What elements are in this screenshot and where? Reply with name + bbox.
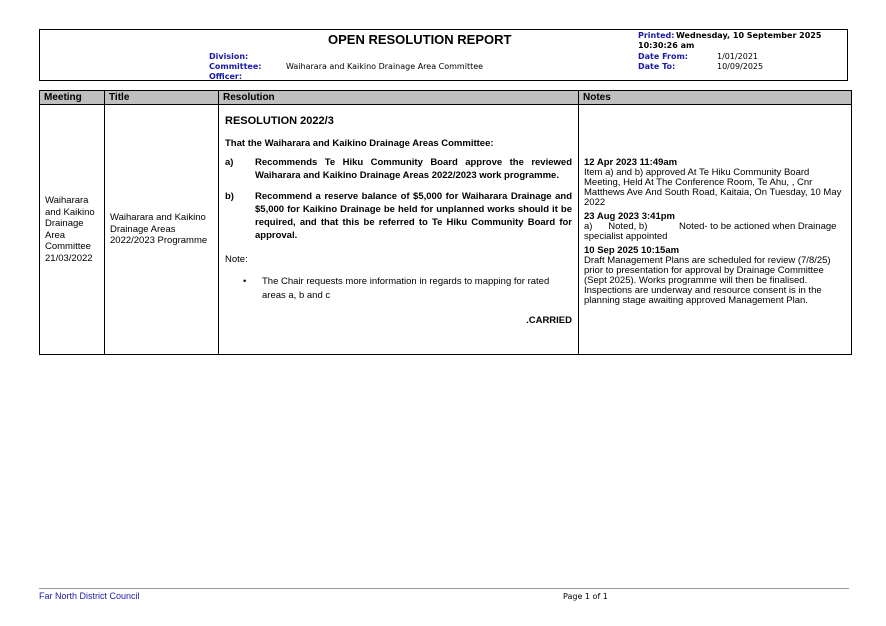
footer-page-number: Page 1 of 1 — [563, 592, 608, 601]
division-label: Division: — [209, 52, 249, 61]
resolution-outcome: .CARRIED — [526, 315, 572, 326]
note-date: 10 Sep 2025 10:15am — [584, 244, 680, 256]
resolution-table — [39, 90, 852, 355]
note-text: a) Noted, b) Noted- to be actioned when Drainage specialist appointed — [584, 220, 840, 242]
resolution-intro: That the Waiharara and Kaikino Drainage Areas Committee: — [225, 138, 494, 149]
column-header-resolution: Resolution — [219, 91, 579, 105]
title-cell: Waiharara and Kaikino Drainage Areas 2022/2023 Programme — [105, 105, 219, 355]
item-key: a) — [225, 157, 234, 168]
committee-label: Committee: — [209, 62, 262, 71]
item-key: b) — [225, 191, 234, 202]
resolution-item-b — [225, 190, 572, 242]
report-title: OPEN RESOLUTION REPORT — [328, 32, 512, 47]
note-bullet-text: The Chair requests more information in regards to mapping for rated areas a, b and c — [262, 276, 550, 301]
bullet-icon: • — [243, 276, 247, 287]
resolution-number: RESOLUTION 2022/3 — [225, 115, 334, 127]
note-bullet — [243, 275, 572, 303]
printed-value: Wednesday, 10 September 2025 — [676, 31, 822, 40]
table-header-row — [40, 91, 852, 105]
column-header-meeting: Meeting — [40, 91, 105, 105]
date-from-label: Date From: — [638, 52, 689, 61]
printed-time: 10:30:26 am — [638, 41, 695, 50]
footer-divider — [39, 588, 849, 589]
meeting-cell: Waiharara and Kaikino Drainage Area Committee 21/03/2022 — [40, 105, 105, 355]
note-text: Item a) and b) approved At Te Hiku Community Board Meeting, Held At The Conference Room, Te Ahu, , Cnr Matthews Ave And South Road, Kaitaia, On Tuesday, 10 May 2022 — [584, 166, 842, 208]
resolution-cell — [219, 105, 579, 355]
note-text: Draft Management Plans are scheduled for review (7/8/25) prior to presentation for approval by Drainage Committee (Sept 2025). Works programme will then be finalised. Inspections are underway and resource consent is in the planning stage awaiting approved Management Plan. — [584, 254, 831, 306]
date-to-value: 10/09/2025 — [717, 62, 764, 71]
notes-cell — [579, 105, 852, 355]
officer-label: Officer: — [209, 72, 243, 81]
resolution-item-a — [225, 156, 572, 182]
committee-value: Waiharara and Kaikino Drainage Area Committee — [286, 62, 484, 71]
footer-organisation: Far North District Council — [39, 591, 140, 601]
date-to-label: Date To: — [638, 62, 676, 71]
column-header-title: Title — [105, 91, 219, 105]
note-label: Note: — [225, 254, 248, 265]
column-header-notes: Notes — [579, 91, 852, 105]
item-text: Recommends Te Hiku Community Board approve the reviewed Waiharara and Kaikino Drainage Areas 2022/2023 work programme. — [255, 157, 572, 181]
note-date: 12 Apr 2023 11:49am — [584, 156, 678, 168]
date-from-value: 1/01/2021 — [717, 52, 759, 61]
table-row — [40, 105, 852, 355]
item-text: Recommend a reserve balance of $5,000 for Waiharara Drainage and $5,000 for Kaikino Drainage be held for unplanned works should it be required, and that this be referred to Te Hiku Community Board for approval. — [255, 191, 572, 241]
report-header — [39, 29, 848, 81]
note-date: 23 Aug 2023 3:41pm — [584, 210, 675, 222]
printed-label: Printed: — [638, 31, 675, 40]
